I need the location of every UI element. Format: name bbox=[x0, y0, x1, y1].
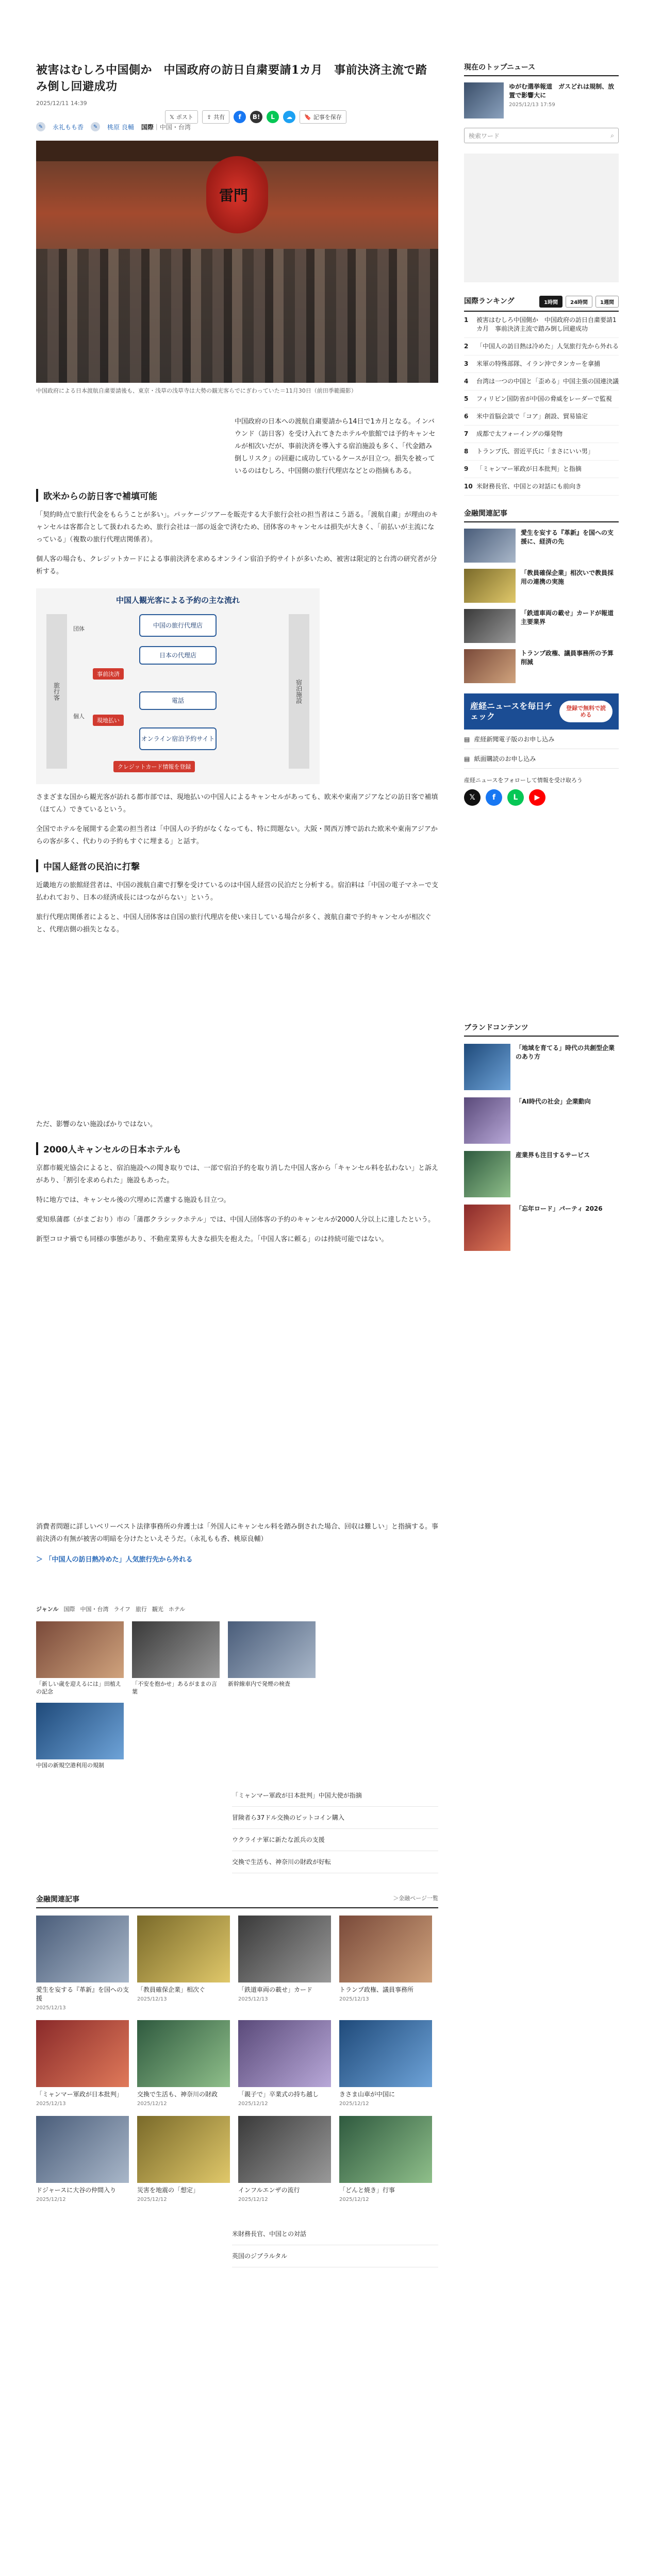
paragraph: 近畿地方の旅館経営者は、中国の渡航自粛で打撃を受けているのは中国人経営の民泊だと分析する。宿泊料は「中国の電子マネーで支払われており、日本の経済成長にはつながらない」という。 bbox=[36, 882, 439, 902]
brand-content-header: ブランドコンテンツ bbox=[464, 1022, 619, 1037]
tab-24h[interactable]: 24時間 bbox=[566, 296, 592, 308]
diagram-box-phone: 電話 bbox=[139, 691, 217, 710]
related-article-link[interactable]: ＞ 「中国人の訪日熱冷めた」人気旅行先から外れる bbox=[36, 1556, 193, 1564]
text-news-list bbox=[232, 1785, 438, 1873]
hatena-icon[interactable]: B! bbox=[250, 111, 262, 123]
facebook-icon[interactable]: f bbox=[234, 111, 246, 123]
article-card[interactable]: トランプ政権、議員事務所 2025/12/13 bbox=[339, 1916, 432, 2011]
list-item[interactable]: 冒険者ら37ドル交換のビットコイン購入 bbox=[232, 1807, 438, 1829]
article-card[interactable]: 「ミャンマー軍政が日本批判」 2025/12/13 bbox=[36, 2020, 129, 2107]
paragraph: 新型コロナ禍でも同様の事態があり、不動産業界も大きな損失を抱えた。「中国人客に頼る」のは持続可能ではない。 bbox=[36, 1235, 388, 1243]
hero-photo: 雷門 bbox=[36, 141, 438, 383]
paragraph: 個人客の場合も、クレジットカードによる事前決済を求めるオンライン宿泊予約サイトが多いため、被害は限定的と台湾の研究者が分析する。 bbox=[36, 555, 437, 575]
paragraph: 特に地方では、キャンセル後の穴埋めに苦慮する施設も目立つ。 bbox=[36, 1196, 230, 1204]
photo-caption: 中国政府による日本渡航自粛要請後も、東京・浅草の浅草寺は大勢の観光客らでにぎわっていた＝11月30日（前田季範撮影） bbox=[36, 387, 357, 394]
subscribe-banner[interactable]: 産経ニュースを毎日チェック 登録で無料で読める bbox=[464, 693, 619, 730]
section-heading: 欧米からの訪日客で補填可能 bbox=[36, 489, 438, 502]
brand-content-item[interactable]: 「忘年ロード」パーティ 2026 bbox=[464, 1205, 619, 1251]
print-subscribe-link[interactable]: ▤ 紙面購読のお申し込み bbox=[464, 749, 619, 769]
digital-subscribe-link[interactable]: ▤ 産経新聞電子版のお申し込み bbox=[464, 730, 619, 749]
diagram-traveler: 旅行客 bbox=[46, 614, 67, 769]
article-card[interactable]: きさま山車が中国に 2025/12/12 bbox=[339, 2020, 432, 2107]
ranking-item[interactable]: 8 トランプ氏、習近平氏に「まさにいい男」 bbox=[464, 443, 619, 461]
section-heading: 中国人経営の民泊に打撃 bbox=[36, 859, 438, 872]
x-icon: 𝕏 bbox=[170, 113, 174, 121]
line-icon[interactable]: L bbox=[507, 789, 524, 806]
diagram-onsite-label: 現地払い bbox=[93, 715, 124, 726]
ranking-item[interactable]: 9 「ミャンマー軍政が日本批判」と指摘 bbox=[464, 461, 619, 478]
ranking-item[interactable]: 2 「中国人の訪日熱は冷めた」人気旅行先から外れる bbox=[464, 338, 619, 355]
genre-tag[interactable]: 旅行 bbox=[135, 1606, 147, 1613]
search-icon[interactable]: ⌕ bbox=[610, 131, 614, 139]
diagram-box-cn-agency: 中国の旅行代理店 bbox=[139, 614, 217, 637]
genre-tag[interactable]: 中国・台湾 bbox=[80, 1606, 109, 1613]
main-column bbox=[36, 0, 438, 2267]
diagram-box-jp-agency: 日本の代理店 bbox=[139, 646, 217, 665]
genre-tags bbox=[36, 1605, 438, 1613]
diagram-prepay-label: 事前決済 bbox=[93, 668, 124, 680]
paragraph: 愛知県蒲郡（がまごおり）市の「蒲郡クラシックホテル」では、中国人団体客の予約のキャンセルが2000人分以上に達したという。 bbox=[36, 1216, 435, 1224]
related-card[interactable]: 「不安を抱かせ」あるがままの言葉 bbox=[132, 1621, 220, 1696]
tab-1w[interactable]: 1週間 bbox=[595, 296, 619, 308]
youtube-icon[interactable]: ▶ bbox=[529, 789, 545, 806]
list-item[interactable]: ウクライナ軍に新たな派兵の支援 bbox=[232, 1829, 438, 1851]
brand-content-item[interactable]: 「AI時代の社会」企業動向 bbox=[464, 1097, 619, 1144]
top-news-card[interactable]: ゆがむ選挙報道 ガスどれは規制、放置で影響大に 2025/12/13 17:59 bbox=[464, 82, 619, 118]
facebook-icon[interactable]: f bbox=[486, 789, 502, 806]
brand-content-item[interactable]: 産業界も注目するサービス bbox=[464, 1151, 619, 1197]
top-news-header: 現在のトップニュース bbox=[464, 62, 619, 76]
diagram-lodging: 宿泊施設 bbox=[289, 614, 309, 769]
ranking-item[interactable]: 1 被害はむしろ中国側か 中国政府の訪日自粛要請1カ月 事前決済主流で踏み倒し回避成功 bbox=[464, 312, 619, 338]
ranking-header: 国際ランキング 1時間 24時間 1週間 bbox=[464, 296, 619, 312]
article-card[interactable]: 交換で生活も、神奈川の財政 2025/12/12 bbox=[137, 2020, 230, 2107]
genre-tag[interactable]: 観光 bbox=[152, 1606, 163, 1613]
paragraph: 消費者問題に詳しいベリーベスト法律事務所の弁護士は「外国人にキャンセル料を踏み倒された場合、回収は難しい」と指摘する。事前決済の有無が被害の明暗を分けたといえそうだ。（永礼もも香、桃原良輔） bbox=[36, 1523, 439, 1543]
diagram-title: 中国人観光客による予約の主な流れ bbox=[115, 596, 240, 605]
ranking-item[interactable]: 7 成都で太フォーイングの爆発物 bbox=[464, 426, 619, 443]
article-title: 被害はむしろ中国側か 中国政府の訪日自粛要請1カ月 事前決済主流で踏み倒し回避成功 bbox=[36, 63, 427, 93]
category-tag[interactable]: 国際｜中国・台湾 bbox=[141, 123, 191, 131]
search-input[interactable]: 検索ワード ⌕ bbox=[464, 128, 619, 143]
article-card[interactable]: 「教員確保企業」相次ぐ 2025/12/13 bbox=[137, 1916, 230, 2011]
side-article-card[interactable]: 「教員確保企業」相次いで教員採用の連携の実施 bbox=[464, 569, 619, 603]
paragraph: 全国でホテルを展開する企業の担当者は「中国人の予約がなくなっても、特に問題ない。大阪・関西万博で訪れた欧米や東南アジアからの客が多く、代わりの予約もすぐに埋まる」と話す。 bbox=[36, 825, 438, 845]
newspaper-icon: ▤ bbox=[464, 755, 470, 762]
paragraph: 「契約時点で旅行代金をもらうことが多い」。パッケージツアーを販売する大手旅行会社の担当者はこう語る。「渡航自粛」が理由のキャンセルは客都合として扱われるため、旅行会社は一部の返金で済むため、団体客のキャンセルは損失が大きく、「前払いが主流になっている」（複数の旅行代理店関係者）。 bbox=[36, 511, 438, 544]
section-header: 金融関連記事 ＞金融ページ一覧 bbox=[36, 1894, 438, 1908]
paragraph: さまざまな国から観光客が訪れる都市部では、現地払いの中国人によるキャンセルがあっても、欧米や東南アジアなどの訪日客で補填（ほてん）できているという。 bbox=[36, 793, 438, 814]
lead-paragraph: 中国政府の日本への渡航自粛要請から14日で1カ月となる。インバウンド（訪日客）を受け入れてきたホテルや旅館では予約キャンセルが相次いだが、事前決済を導入する宿泊施設も多く、「代金踏み倒しリスク」の回避に成功しているケースが目立つ。損失を被っているのはむしろ、中国側の旅行代理店などとの指摘もある。 bbox=[235, 418, 436, 475]
list-item[interactable]: 英国のジブラルタル bbox=[232, 2245, 438, 2267]
share-toolbar bbox=[165, 110, 346, 124]
genre-label: ジャンル bbox=[36, 1606, 59, 1613]
bluesky-icon[interactable]: ☁ bbox=[283, 111, 295, 123]
share-button[interactable]: ⇪ 共有 bbox=[202, 110, 229, 124]
paragraph: 京都市観光協会によると、宿泊施設への聞き取りでは、一部で宿泊予約を取り消した中国人客から「キャンセル料を払わない」と訴えがあり、「割引を求められた」施設もあった。 bbox=[36, 1164, 439, 1184]
section-more-link[interactable]: ＞金融ページ一覧 bbox=[393, 1895, 438, 1902]
ranking-item[interactable]: 6 米中首脳会談で「コア」創設、貿易協定 bbox=[464, 408, 619, 426]
bookmark-icon: 🔖 bbox=[304, 113, 311, 121]
ad-slot bbox=[464, 154, 619, 282]
ranking-item[interactable]: 3 米軍の特殊部隊、イラン沖でタンカーを拿捕 bbox=[464, 355, 619, 373]
article-card[interactable]: 愛生を妄する『革新』を国への支援 2025/12/13 bbox=[36, 1916, 129, 2011]
article-card[interactable]: 災害を地震の「想定」 2025/12/12 bbox=[137, 2116, 230, 2202]
ranking-list bbox=[464, 312, 619, 496]
latest-header: 金融関連記事 bbox=[464, 508, 619, 522]
related-card[interactable]: 中国の新規空港利用の規制 bbox=[36, 1703, 124, 1769]
line-icon[interactable]: L bbox=[267, 111, 279, 123]
paragraph: 旅行代理店関係者によると、中国人団体客は自国の旅行代理店を使い来日している場合が多く、渡航自粛で予約キャンセルが相次ぐと、代理店側の損失となる。 bbox=[36, 913, 432, 934]
related-grid bbox=[36, 1621, 438, 1769]
ranking-item[interactable]: 10 米財務長官、中国との対話にも前向き bbox=[464, 478, 619, 496]
paragraph: ただ、影響のない施設ばかりではない。 bbox=[36, 1121, 157, 1128]
booking-flow-diagram bbox=[36, 588, 320, 784]
save-article-button[interactable]: 🔖 記事を保存 bbox=[300, 110, 346, 124]
share-icon: ⇪ bbox=[206, 113, 212, 121]
list-item[interactable]: 「ミャンマー軍政が日本批判」中国大使が指摘 bbox=[232, 1785, 438, 1807]
side-article-card[interactable]: 愛生を妄する『革新』を国への支援に、経済の先 bbox=[464, 529, 619, 563]
sidebar bbox=[464, 62, 619, 1251]
text-news-list bbox=[232, 2223, 438, 2267]
list-item[interactable]: 米財務長官、中国との対話 bbox=[232, 2223, 438, 2245]
diagram-individual-label: 個人 bbox=[73, 713, 85, 720]
newspaper-icon: ▤ bbox=[464, 735, 470, 743]
diagram-group-label: 団体 bbox=[73, 625, 85, 632]
list-item[interactable]: 交換で生活も、神奈川の財政が好転 bbox=[232, 1851, 438, 1873]
tab-1h[interactable]: 1時間 bbox=[539, 296, 562, 308]
article-card[interactable]: 「どんと焼き」行事 2025/12/12 bbox=[339, 2116, 432, 2202]
follow-icons bbox=[464, 789, 619, 806]
diagram-box-online: オンライン宿泊予約サイト bbox=[139, 727, 217, 750]
article-card[interactable]: インフルエンザの流行 2025/12/12 bbox=[238, 2116, 331, 2202]
related-card[interactable]: 新幹線車内で発煙の検査 bbox=[228, 1621, 316, 1696]
post-button[interactable]: 𝕏 ポスト bbox=[165, 110, 198, 124]
section-heading: 2000人キャンセルの日本ホテルも bbox=[36, 1142, 438, 1155]
author-link[interactable]: 桃原 良輔 bbox=[107, 123, 134, 131]
ranking-item[interactable]: 4 台湾は一つの中国と「歪める」中国主張の国連決議 bbox=[464, 373, 619, 391]
genre-tag[interactable]: ホテル bbox=[168, 1606, 186, 1613]
article-card[interactable]: 「親子で」卒業式の持ち越し 2025/12/12 bbox=[238, 2020, 331, 2107]
author-icon: ✎ bbox=[91, 122, 100, 131]
brand-content-item[interactable]: 「地域を育てる」時代の共創型企業のあり方 bbox=[464, 1044, 619, 1090]
ad-slot bbox=[36, 936, 438, 1111]
x-icon[interactable]: 𝕏 bbox=[464, 789, 481, 806]
ranking-item[interactable]: 5 フィリピン国防省が中国の脅威をレーダーで監視 bbox=[464, 391, 619, 408]
article-grid bbox=[36, 1916, 438, 2202]
author-link[interactable]: 永礼もも香 bbox=[53, 123, 84, 131]
side-article-card[interactable]: トランプ政権、議員事務所の予算削減 bbox=[464, 649, 619, 683]
author-icon: ✎ bbox=[36, 122, 45, 131]
genre-tag[interactable]: 国際 bbox=[63, 1606, 75, 1613]
follow-text: 産経ニュースをフォローして情報を受け取ろう bbox=[464, 777, 583, 784]
related-card[interactable]: 「新しい歳を迎えるには」田植えの記念 bbox=[36, 1621, 124, 1696]
genre-tag[interactable]: ライフ bbox=[113, 1606, 130, 1613]
article-date: 2025/12/11 14:39 bbox=[36, 100, 87, 107]
article-card[interactable]: ドジャースに大谷の仲間入り 2025/12/12 bbox=[36, 2116, 129, 2202]
side-article-card[interactable]: 「鉄道車両の載せ」カードが報道主要業界 bbox=[464, 609, 619, 643]
ad-slot bbox=[36, 1246, 438, 1514]
article-card[interactable]: 「鉄道車両の載せ」カード 2025/12/13 bbox=[238, 1916, 331, 2011]
subscribe-pill: 登録で無料で読める bbox=[559, 701, 613, 722]
diagram-card-label: クレジットカード情報を登録 bbox=[113, 761, 195, 772]
